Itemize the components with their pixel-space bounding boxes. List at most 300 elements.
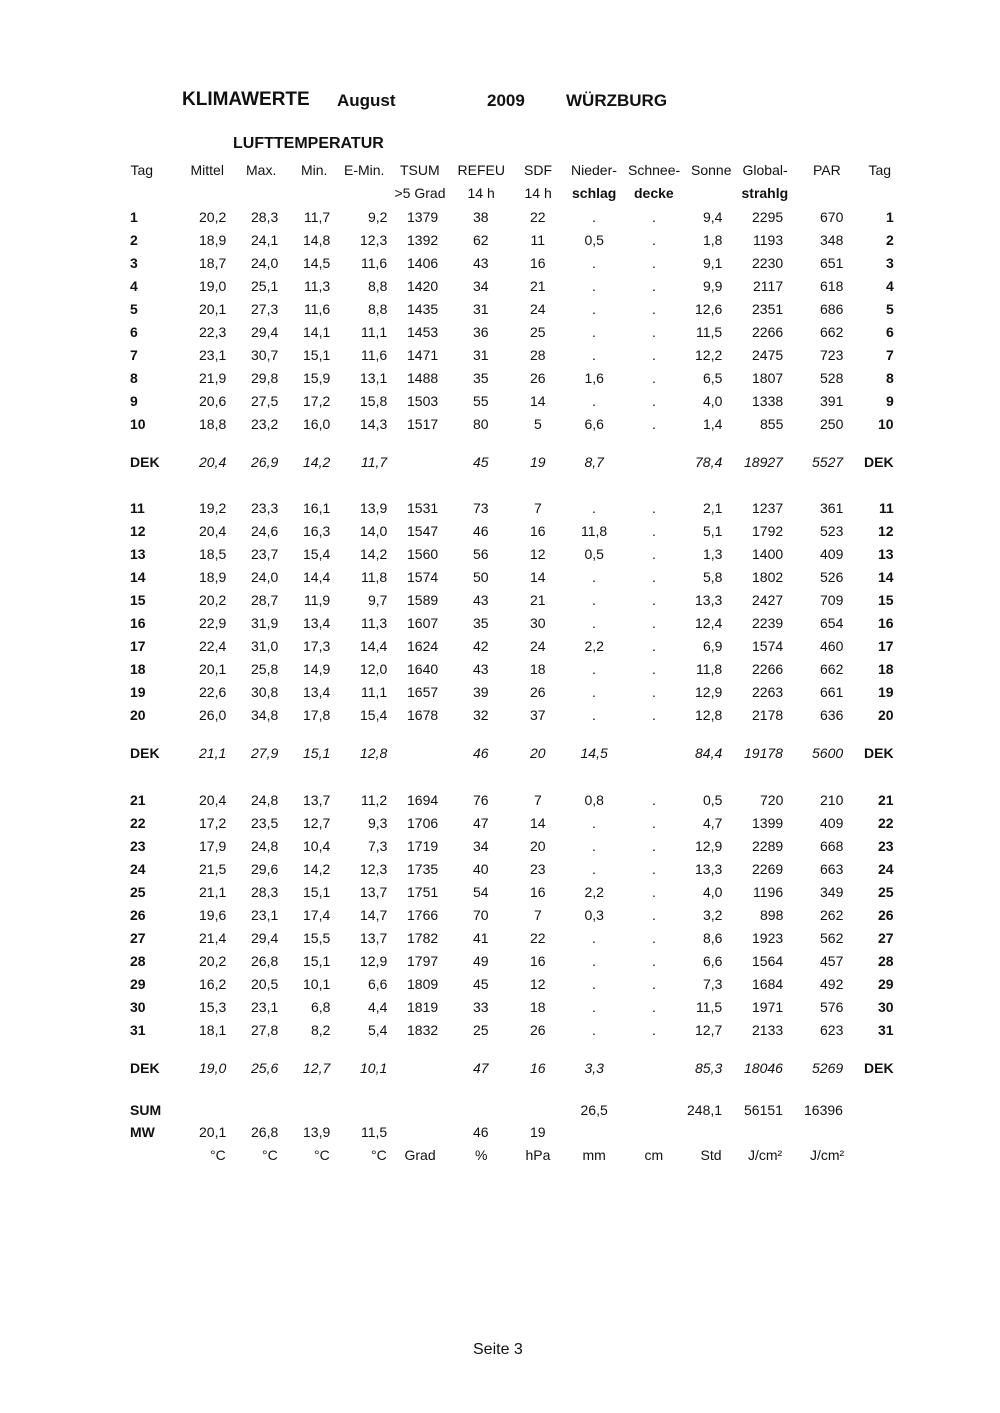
table-cell: 23,1 — [251, 907, 279, 923]
table-cell: 4,4 — [368, 999, 388, 1015]
table-cell: 6,6 — [584, 416, 604, 432]
table-cell: 13,7 — [360, 930, 388, 946]
row-day: 19 — [878, 684, 894, 700]
table-cell: 7,3 — [368, 838, 388, 854]
dek-cell: 78,4 — [695, 454, 723, 470]
row-day: 25 — [878, 884, 894, 900]
table-cell: 1193 — [753, 232, 784, 248]
table-cell: 14,8 — [303, 232, 331, 248]
table-cell: 43 — [473, 661, 489, 677]
dek-cell: 11,7 — [361, 454, 388, 470]
table-cell: 20,5 — [251, 976, 279, 992]
dek-cell: 85,3 — [695, 1060, 723, 1076]
table-cell: 23,1 — [199, 347, 227, 363]
table-cell: 17,3 — [303, 638, 331, 654]
unit-label: hPa — [525, 1147, 551, 1163]
row-day: 26 — [878, 907, 894, 923]
row-day: 11 — [879, 500, 894, 516]
table-cell: 19,0 — [199, 278, 227, 294]
table-cell: 855 — [760, 416, 784, 432]
column-header: Min. — [301, 162, 328, 178]
table-cell: . — [652, 393, 656, 409]
row-day: 31 — [130, 1022, 146, 1038]
year-label: 2009 — [487, 91, 525, 110]
table-cell: 661 — [820, 684, 844, 700]
sum-label: SUM — [130, 1102, 162, 1118]
table-cell: 576 — [820, 999, 844, 1015]
table-cell: 1607 — [407, 615, 439, 631]
unit-label: Std — [700, 1147, 722, 1163]
table-cell: 4,0 — [703, 393, 723, 409]
table-cell: 1,4 — [703, 416, 723, 432]
column-header: Global- — [742, 162, 788, 178]
row-day: 10 — [130, 416, 146, 432]
column-header-sub: strahlg — [741, 185, 789, 201]
table-cell: . — [592, 684, 596, 700]
row-day: 18 — [130, 661, 146, 677]
row-day: 15 — [878, 592, 894, 608]
table-cell: 13,1 — [360, 370, 388, 386]
table-cell: 11,9 — [304, 592, 331, 608]
table-cell: 17,8 — [303, 707, 331, 723]
row-day: 12 — [130, 523, 146, 539]
table-cell: 2427 — [752, 592, 784, 608]
table-cell: 12,6 — [695, 301, 723, 317]
row-day: 14 — [130, 569, 146, 585]
table-cell: 15,1 — [303, 347, 331, 363]
column-header: Schnee- — [628, 162, 681, 178]
table-cell: 11,3 — [361, 615, 388, 631]
table-cell: 23 — [530, 861, 546, 877]
table-cell: 1751 — [407, 884, 439, 900]
row-day: 22 — [130, 815, 146, 831]
table-cell: 1766 — [407, 907, 439, 923]
table-cell: 22,6 — [199, 684, 227, 700]
dek-cell: 18927 — [744, 454, 783, 470]
table-cell: 1547 — [407, 523, 439, 539]
table-cell: 18,8 — [199, 416, 227, 432]
table-cell: 709 — [820, 592, 844, 608]
table-cell: 18,9 — [199, 232, 227, 248]
table-cell: 14,1 — [303, 324, 331, 340]
table-cell: 80 — [473, 416, 489, 432]
table-cell: 2239 — [752, 615, 784, 631]
dek-cell: 15,1 — [303, 745, 331, 761]
table-cell: 898 — [760, 907, 784, 923]
row-day: 22 — [878, 815, 894, 831]
table-cell: 20,4 — [199, 792, 227, 808]
row-day: 4 — [886, 278, 894, 294]
sum-cell: 16396 — [804, 1102, 843, 1118]
table-cell: . — [652, 930, 656, 946]
table-cell: 562 — [820, 930, 844, 946]
table-cell: . — [652, 615, 656, 631]
table-cell: . — [652, 999, 656, 1015]
table-cell: . — [652, 707, 656, 723]
dek-cell: 26,9 — [251, 454, 279, 470]
table-cell: . — [652, 301, 656, 317]
table-cell: 0,5 — [703, 792, 723, 808]
row-day: 2 — [886, 232, 894, 248]
dek-cell: 25,6 — [251, 1060, 279, 1076]
table-cell: . — [652, 792, 656, 808]
mw-cell: 46 — [473, 1124, 489, 1140]
sum-cell: 248,1 — [687, 1102, 723, 1118]
table-cell: . — [592, 838, 596, 854]
table-cell: . — [592, 707, 596, 723]
table-cell: 5 — [534, 416, 542, 432]
table-cell: 14,3 — [360, 416, 388, 432]
table-cell: 6,9 — [703, 638, 723, 654]
table-cell: 13,3 — [695, 861, 723, 877]
table-cell: . — [652, 907, 656, 923]
row-day: 16 — [878, 615, 894, 631]
dek-cell: 84,4 — [695, 745, 723, 761]
table-cell: 32 — [473, 707, 489, 723]
row-day: 7 — [130, 347, 138, 363]
table-cell: 1503 — [407, 393, 439, 409]
table-cell: 6,8 — [311, 999, 331, 1015]
row-day: 29 — [130, 976, 146, 992]
table-cell: 29,4 — [251, 930, 279, 946]
table-cell: 409 — [820, 815, 844, 831]
table-cell: 11,3 — [304, 278, 331, 294]
table-cell: 9,7 — [368, 592, 388, 608]
mw-cell: 11,5 — [361, 1124, 388, 1140]
table-cell: 70 — [473, 907, 489, 923]
table-cell: 2117 — [753, 278, 784, 294]
table-cell: 1678 — [407, 707, 439, 723]
table-cell: 1453 — [407, 324, 439, 340]
table-cell: 15,1 — [303, 884, 331, 900]
dek-cell: 47 — [473, 1060, 489, 1076]
table-cell: 22 — [530, 209, 546, 225]
table-cell: . — [592, 301, 596, 317]
table-cell: 7 — [534, 792, 542, 808]
row-day: 26 — [130, 907, 146, 923]
table-cell: 12,7 — [695, 1022, 723, 1038]
row-day: 21 — [878, 792, 894, 808]
table-cell: 12,9 — [360, 953, 388, 969]
row-day: 6 — [886, 324, 894, 340]
table-cell: 12,8 — [695, 707, 723, 723]
table-cell: 1338 — [752, 393, 784, 409]
dek-label: DEK — [130, 745, 160, 761]
table-cell: 1435 — [407, 301, 439, 317]
table-cell: 23,5 — [251, 815, 279, 831]
table-cell: 1,3 — [703, 546, 723, 562]
dek-label: DEK — [130, 454, 160, 470]
table-cell: . — [652, 953, 656, 969]
table-cell: 526 — [820, 569, 844, 585]
table-cell: 5,8 — [703, 569, 723, 585]
table-cell: 1517 — [407, 416, 439, 432]
row-day: 18 — [878, 661, 894, 677]
table-cell: 34,8 — [251, 707, 279, 723]
dek-cell: 5269 — [812, 1060, 844, 1076]
table-cell: 22,3 — [199, 324, 227, 340]
table-cell: 457 — [820, 953, 844, 969]
dek-cell: 16 — [530, 1060, 546, 1076]
table-cell: 1684 — [752, 976, 784, 992]
table-cell: 1694 — [407, 792, 439, 808]
row-day: 1 — [130, 209, 138, 225]
table-cell: 10,1 — [303, 976, 331, 992]
dek-label: DEK — [864, 1060, 894, 1076]
column-header-sub: >5 Grad — [394, 185, 446, 201]
station-label: WÜRZBURG — [566, 91, 668, 110]
table-cell: 0,5 — [584, 232, 604, 248]
table-cell: 8,6 — [703, 930, 723, 946]
table-cell: 523 — [820, 523, 844, 539]
table-cell: 1792 — [752, 523, 784, 539]
table-cell: . — [652, 976, 656, 992]
table-cell: 409 — [820, 546, 844, 562]
column-header-sub: 14 h — [467, 185, 495, 201]
table-cell: . — [652, 255, 656, 271]
table-cell: 18,9 — [199, 569, 227, 585]
table-cell: 27,5 — [251, 393, 279, 409]
month-label: August — [337, 91, 396, 110]
table-cell: 14 — [530, 815, 546, 831]
row-day: 13 — [878, 546, 894, 562]
table-cell: 9,9 — [703, 278, 723, 294]
table-cell: 30,7 — [251, 347, 279, 363]
table-cell: 27,3 — [251, 301, 279, 317]
table-cell: 1,6 — [584, 370, 604, 386]
table-cell: 36 — [473, 324, 489, 340]
row-day: 15 — [130, 592, 146, 608]
table-cell: 21 — [530, 592, 546, 608]
table-cell: 27,8 — [251, 1022, 279, 1038]
table-cell: 54 — [473, 884, 489, 900]
row-day: 3 — [130, 255, 138, 271]
column-header: TSUM — [400, 162, 440, 178]
table-cell: 1574 — [407, 569, 439, 585]
table-cell: 8,8 — [368, 278, 388, 294]
dek-cell: 46 — [473, 745, 489, 761]
column-header: REFEU — [457, 162, 505, 178]
table-cell: 62 — [473, 232, 489, 248]
table-cell: 25,8 — [251, 661, 279, 677]
row-day: 30 — [878, 999, 894, 1015]
table-cell: 24 — [530, 301, 546, 317]
dek-cell: 27,9 — [251, 745, 279, 761]
table-cell: 47 — [473, 815, 489, 831]
table-cell: 46 — [473, 523, 489, 539]
table-cell: 636 — [820, 707, 844, 723]
table-cell: 15,4 — [360, 707, 388, 723]
table-cell: 24,1 — [251, 232, 279, 248]
table-cell: 663 — [820, 861, 844, 877]
row-day: 28 — [130, 953, 146, 969]
column-header: SDF — [524, 162, 552, 178]
dek-label: DEK — [864, 454, 894, 470]
table-cell: 30,8 — [251, 684, 279, 700]
row-day: 29 — [878, 976, 894, 992]
unit-label: J/cm² — [810, 1147, 845, 1163]
table-cell: 3,2 — [703, 907, 723, 923]
table-cell: . — [592, 861, 596, 877]
dek-cell: 3,3 — [584, 1060, 604, 1076]
table-cell: 11,2 — [361, 792, 388, 808]
table-cell: 1471 — [407, 347, 439, 363]
table-cell: . — [652, 232, 656, 248]
table-cell: 12,7 — [303, 815, 331, 831]
dek-label: DEK — [864, 745, 894, 761]
table-cell: 2,2 — [584, 884, 604, 900]
table-cell: 1923 — [752, 930, 784, 946]
table-cell: 1782 — [407, 930, 439, 946]
row-day: 21 — [130, 792, 146, 808]
table-cell: . — [592, 324, 596, 340]
table-cell: 12,4 — [695, 615, 723, 631]
table-cell: 1809 — [407, 976, 439, 992]
table-cell: 17,9 — [199, 838, 227, 854]
page-number: Seite 3 — [473, 1341, 523, 1358]
row-day: 16 — [130, 615, 146, 631]
row-day: 20 — [130, 707, 146, 723]
table-cell: 2295 — [752, 209, 784, 225]
table-cell: 2,2 — [584, 638, 604, 654]
table-cell: 0,8 — [584, 792, 604, 808]
table-cell: 34 — [473, 838, 489, 854]
table-cell: 1560 — [407, 546, 439, 562]
table-cell: . — [652, 815, 656, 831]
table-cell: 14,0 — [360, 523, 388, 539]
table-cell: 21 — [530, 278, 546, 294]
table-cell: 18,7 — [199, 255, 227, 271]
table-cell: 1574 — [752, 638, 784, 654]
table-cell: 13,9 — [360, 500, 388, 516]
row-day: 17 — [130, 638, 146, 654]
column-header-sub: 14 h — [524, 185, 552, 201]
row-day: 25 — [130, 884, 146, 900]
table-cell: 1420 — [407, 278, 439, 294]
table-cell: 1802 — [752, 569, 784, 585]
table-cell: 11,6 — [361, 255, 388, 271]
unit-label: Grad — [404, 1147, 436, 1163]
table-cell: 2266 — [752, 324, 784, 340]
table-cell: 13,3 — [695, 592, 723, 608]
dek-cell: 5527 — [812, 454, 844, 470]
table-cell: 21,1 — [199, 884, 227, 900]
table-cell: 18,5 — [199, 546, 227, 562]
table-cell: 723 — [820, 347, 844, 363]
table-cell: . — [592, 569, 596, 585]
page-title: KLIMAWERTE — [182, 89, 310, 110]
column-header: Nieder- — [571, 162, 617, 178]
table-cell: 19,2 — [199, 500, 227, 516]
table-cell: 18 — [530, 999, 546, 1015]
table-cell: 349 — [820, 884, 844, 900]
table-cell: 14 — [530, 393, 546, 409]
table-cell: 24,8 — [251, 838, 279, 854]
table-cell: 668 — [820, 838, 844, 854]
table-cell: 15,1 — [303, 953, 331, 969]
table-cell: 31 — [473, 301, 489, 317]
row-day: 13 — [130, 546, 146, 562]
table-cell: 26 — [530, 1022, 546, 1038]
table-cell: 6,5 — [703, 370, 723, 386]
table-cell: 23,3 — [251, 500, 279, 516]
row-day: 10 — [878, 416, 894, 432]
table-cell: 16,0 — [303, 416, 331, 432]
table-cell: 49 — [473, 953, 489, 969]
table-cell: 9,2 — [368, 209, 388, 225]
table-cell: 1379 — [407, 209, 439, 225]
row-day: 8 — [886, 370, 894, 386]
table-cell: 9,4 — [703, 209, 723, 225]
table-cell: . — [592, 393, 596, 409]
table-cell: . — [652, 684, 656, 700]
table-cell: . — [592, 953, 596, 969]
dek-cell: 20,4 — [199, 454, 227, 470]
table-cell: 23,7 — [251, 546, 279, 562]
column-header: Tag — [130, 162, 154, 178]
table-cell: 7 — [534, 907, 542, 923]
table-cell: 22,9 — [199, 615, 227, 631]
table-cell: 16,1 — [303, 500, 331, 516]
table-cell: 2289 — [752, 838, 784, 854]
dek-cell: 18046 — [744, 1060, 783, 1076]
table-cell: 35 — [473, 370, 489, 386]
row-day: 28 — [878, 953, 894, 969]
table-cell: 20 — [530, 838, 546, 854]
table-cell: 4,0 — [703, 884, 723, 900]
table-cell: 25 — [473, 1022, 489, 1038]
table-cell: . — [652, 500, 656, 516]
table-cell: 17,2 — [303, 393, 331, 409]
mw-cell: 19 — [530, 1124, 546, 1140]
row-day: 12 — [878, 523, 894, 539]
table-cell: 0,3 — [584, 907, 604, 923]
table-cell: 73 — [473, 500, 489, 516]
dek-cell: 14,5 — [580, 745, 608, 761]
table-cell: 35 — [473, 615, 489, 631]
table-cell: 11,5 — [696, 999, 723, 1015]
table-cell: 11,7 — [304, 209, 331, 225]
row-day: 17 — [878, 638, 894, 654]
table-cell: 31 — [473, 347, 489, 363]
table-cell: 348 — [820, 232, 844, 248]
column-header: E-Min. — [344, 162, 385, 178]
table-cell: 0,5 — [584, 546, 604, 562]
table-cell: 6,6 — [703, 953, 723, 969]
table-cell: 4,7 — [703, 815, 723, 831]
table-cell: 2475 — [752, 347, 784, 363]
dek-cell: 19178 — [744, 745, 783, 761]
table-cell: 662 — [820, 324, 844, 340]
row-day: 3 — [886, 255, 894, 271]
table-cell: 41 — [473, 930, 489, 946]
table-cell: 26 — [530, 684, 546, 700]
table-cell: 20,6 — [199, 393, 227, 409]
table-cell: 28,3 — [251, 209, 279, 225]
unit-label: cm — [644, 1147, 664, 1163]
table-cell: 18 — [530, 661, 546, 677]
row-day: 7 — [886, 347, 894, 363]
table-cell: . — [592, 592, 596, 608]
table-cell: 14,4 — [303, 569, 331, 585]
table-cell: 14,9 — [303, 661, 331, 677]
table-cell: . — [652, 861, 656, 877]
table-cell: 11,1 — [361, 324, 388, 340]
table-cell: 42 — [473, 638, 489, 654]
table-cell: . — [652, 661, 656, 677]
table-cell: 492 — [820, 976, 844, 992]
table-cell: 651 — [820, 255, 844, 271]
